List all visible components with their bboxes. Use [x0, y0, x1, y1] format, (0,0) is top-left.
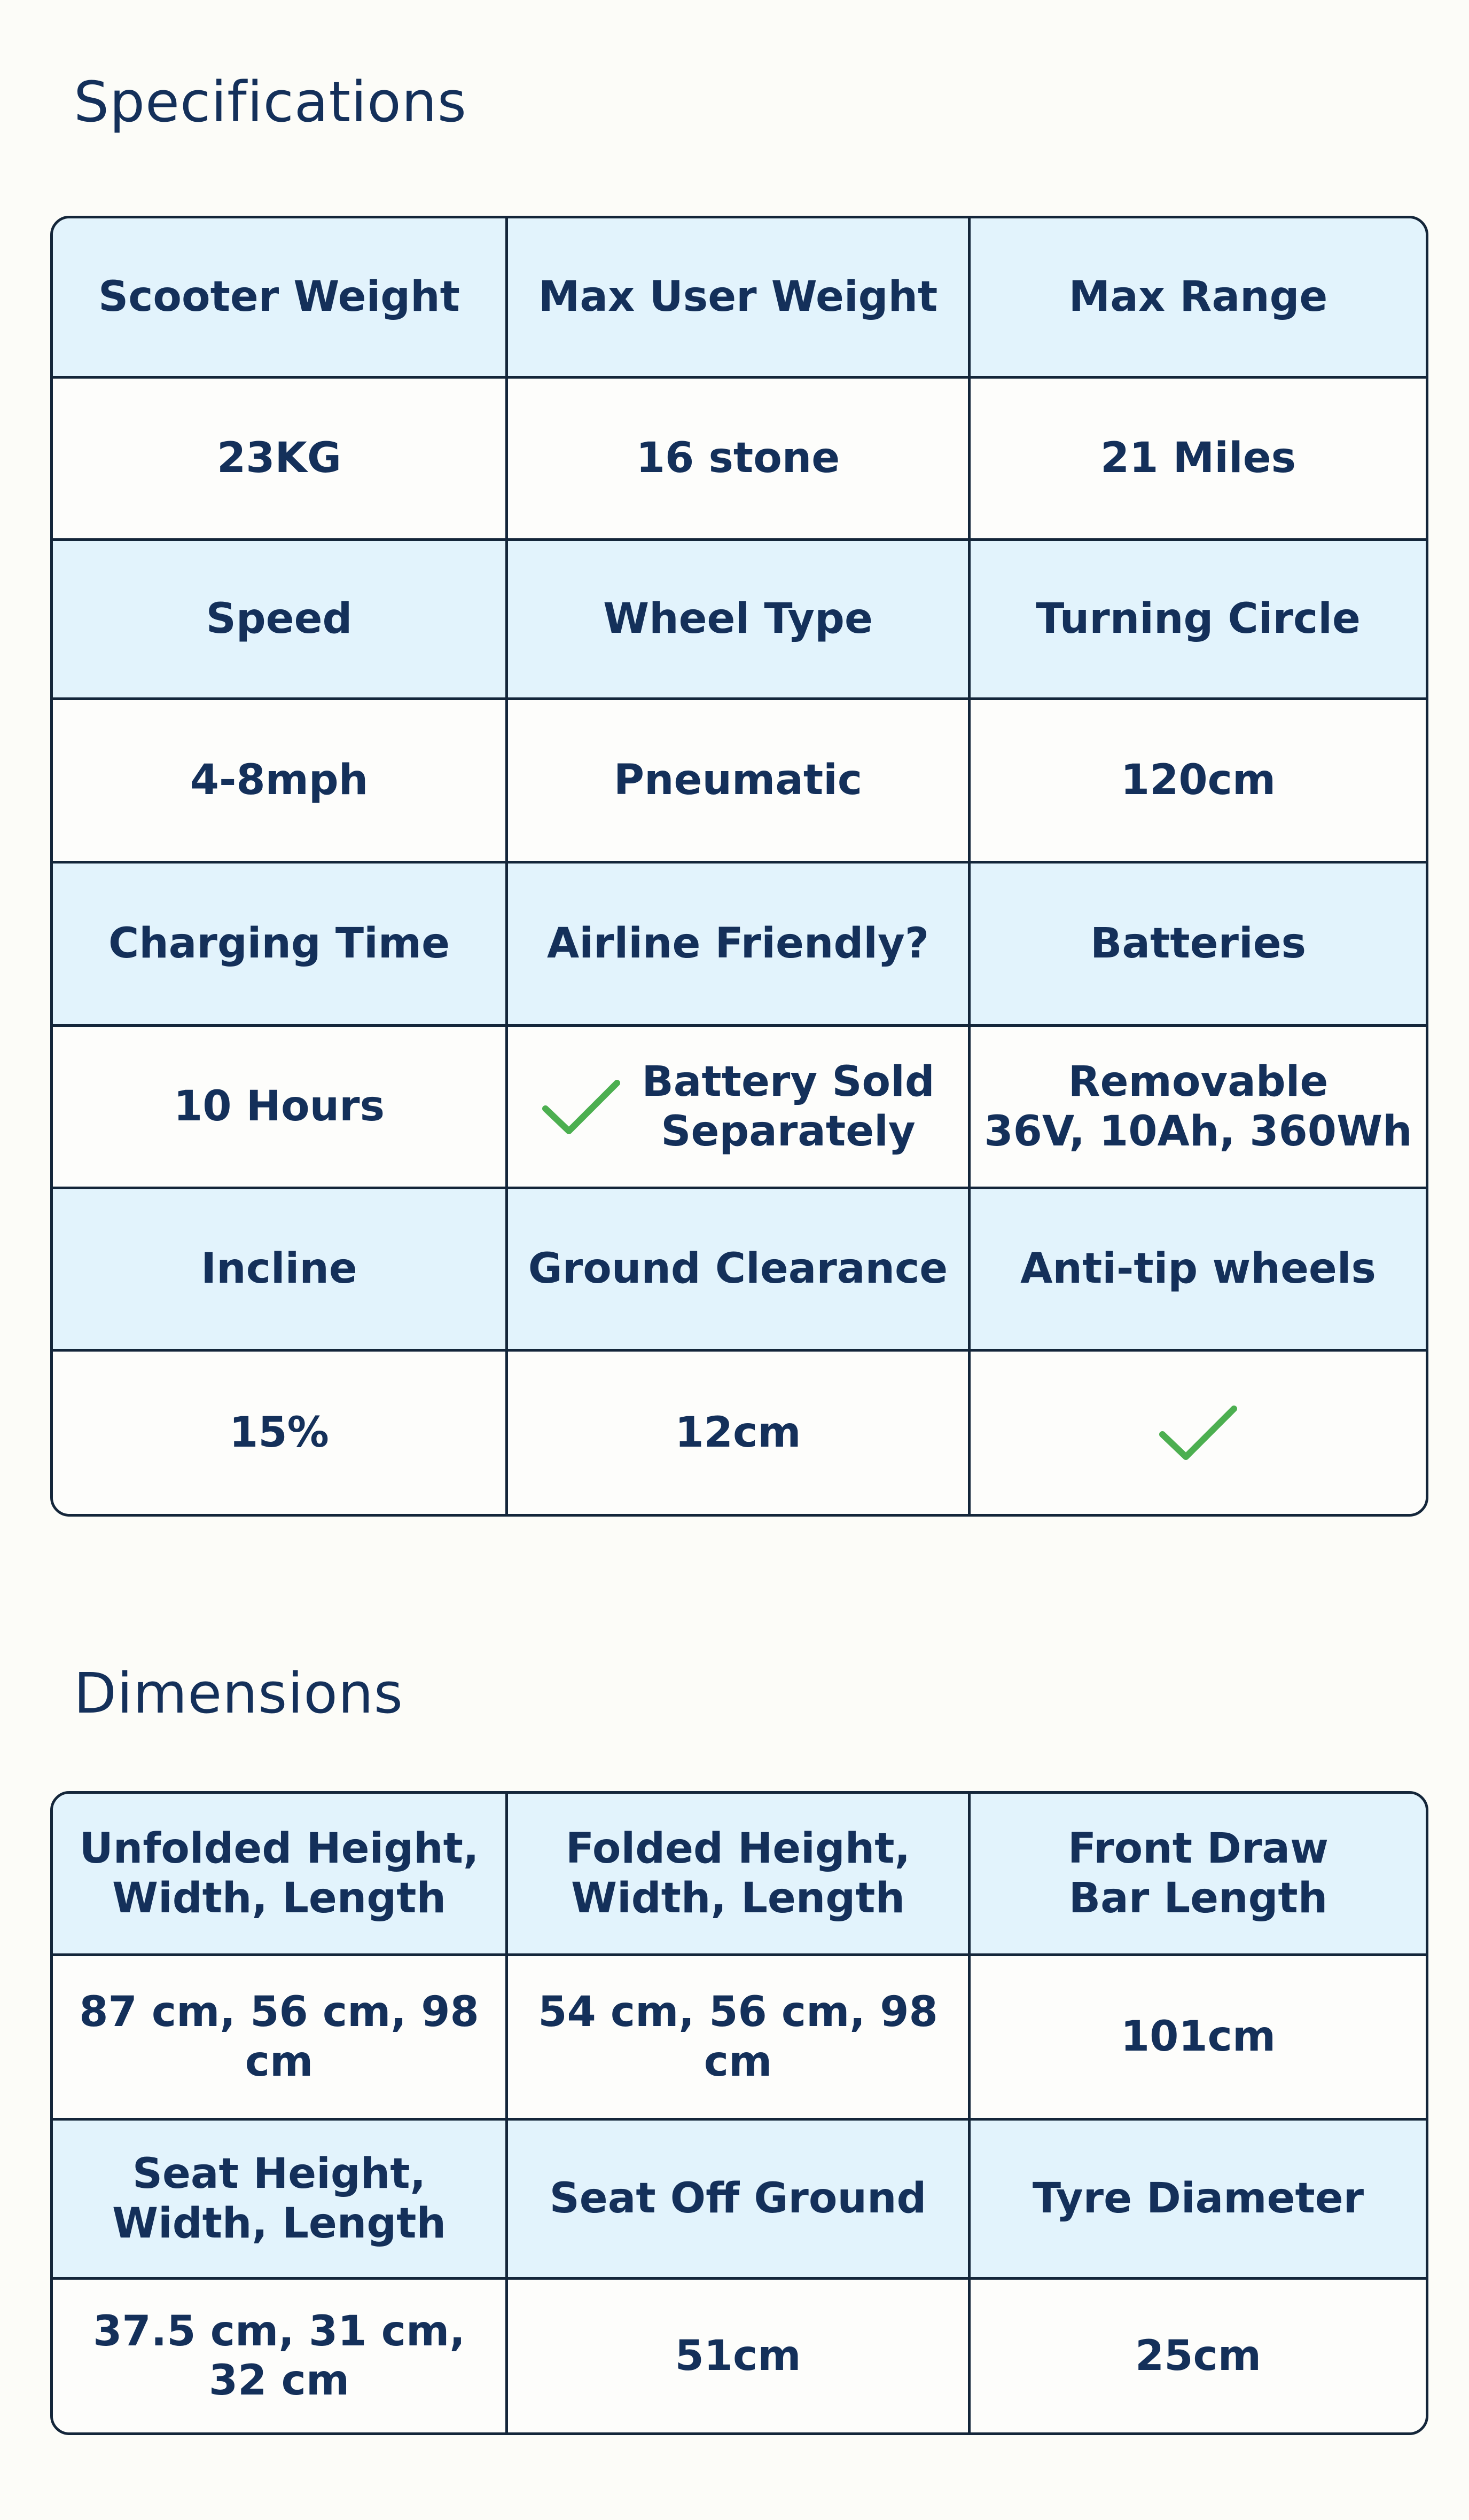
- spec-header-ground-clearance: Ground Clearance: [508, 1189, 971, 1352]
- spec-header-anti-tip-wheels: Anti-tip wheels: [971, 1189, 1426, 1352]
- dim-header-front-draw-bar: Front Draw Bar Length: [971, 1794, 1426, 1956]
- dimensions-table: [50, 1791, 1428, 2435]
- dim-value-seat-off-ground: 51cm: [508, 2280, 971, 2432]
- spec-header-airline-friendly: Airline Friendly?: [508, 863, 971, 1027]
- dim-value-unfolded: 87 cm, 56 cm, 98 cm: [53, 1956, 508, 2121]
- dimensions-title: Dimensions: [74, 1661, 403, 1726]
- spec-value-airline-friendly: [508, 1027, 971, 1189]
- spec-value-max-user-weight: 16 stone: [508, 379, 971, 541]
- dim-value-front-draw-bar: 101cm: [971, 1956, 1426, 2121]
- spec-header-incline: Incline: [53, 1189, 508, 1352]
- airline-friendly-text: Battery Sold Separately: [642, 1058, 935, 1156]
- spec-value-incline: 15%: [53, 1352, 508, 1514]
- dim-header-tyre-diameter: Tyre Diameter: [971, 2121, 1426, 2280]
- spec-value-turning-circle: 120cm: [971, 700, 1426, 863]
- spec-value-max-range: 21 Miles: [971, 379, 1426, 541]
- spec-value-batteries: Removable 36V, 10Ah, 360Wh: [971, 1027, 1426, 1189]
- spec-value-charging-time: 10 Hours: [53, 1027, 508, 1189]
- spec-header-batteries: Batteries: [971, 863, 1426, 1027]
- spec-header-max-range: Max Range: [971, 218, 1426, 379]
- dim-header-unfolded: Unfolded Height, Width, Length: [53, 1794, 508, 1956]
- spec-value-scooter-weight: 23KG: [53, 379, 508, 541]
- dim-value-tyre-diameter: 25cm: [971, 2280, 1426, 2432]
- check-icon: [1158, 1354, 1238, 1511]
- dim-header-folded: Folded Height, Width, Length: [508, 1794, 971, 1956]
- spec-value-wheel-type: Pneumatic: [508, 700, 971, 863]
- dim-value-seat: 37.5 cm, 31 cm, 32 cm: [53, 2280, 508, 2432]
- dim-header-seat-off-ground: Seat Off Ground: [508, 2121, 971, 2280]
- spec-header-scooter-weight: Scooter Weight: [53, 218, 508, 379]
- spec-value-ground-clearance: 12cm: [508, 1352, 971, 1514]
- spec-header-charging-time: Charging Time: [53, 863, 508, 1027]
- spec-header-max-user-weight: Max User Weight: [508, 218, 971, 379]
- dim-header-seat: Seat Height, Width, Length: [53, 2121, 508, 2280]
- spec-header-speed: Speed: [53, 541, 508, 700]
- spec-header-turning-circle: Turning Circle: [971, 541, 1426, 700]
- spec-value-anti-tip-wheels: [971, 1352, 1426, 1514]
- specifications-title: Specifications: [74, 69, 467, 135]
- check-icon: [541, 1028, 621, 1185]
- specifications-table: [50, 216, 1428, 1517]
- spec-header-wheel-type: Wheel Type: [508, 541, 971, 700]
- dim-value-folded: 54 cm, 56 cm, 98 cm: [508, 1956, 971, 2121]
- spec-value-speed: 4-8mph: [53, 700, 508, 863]
